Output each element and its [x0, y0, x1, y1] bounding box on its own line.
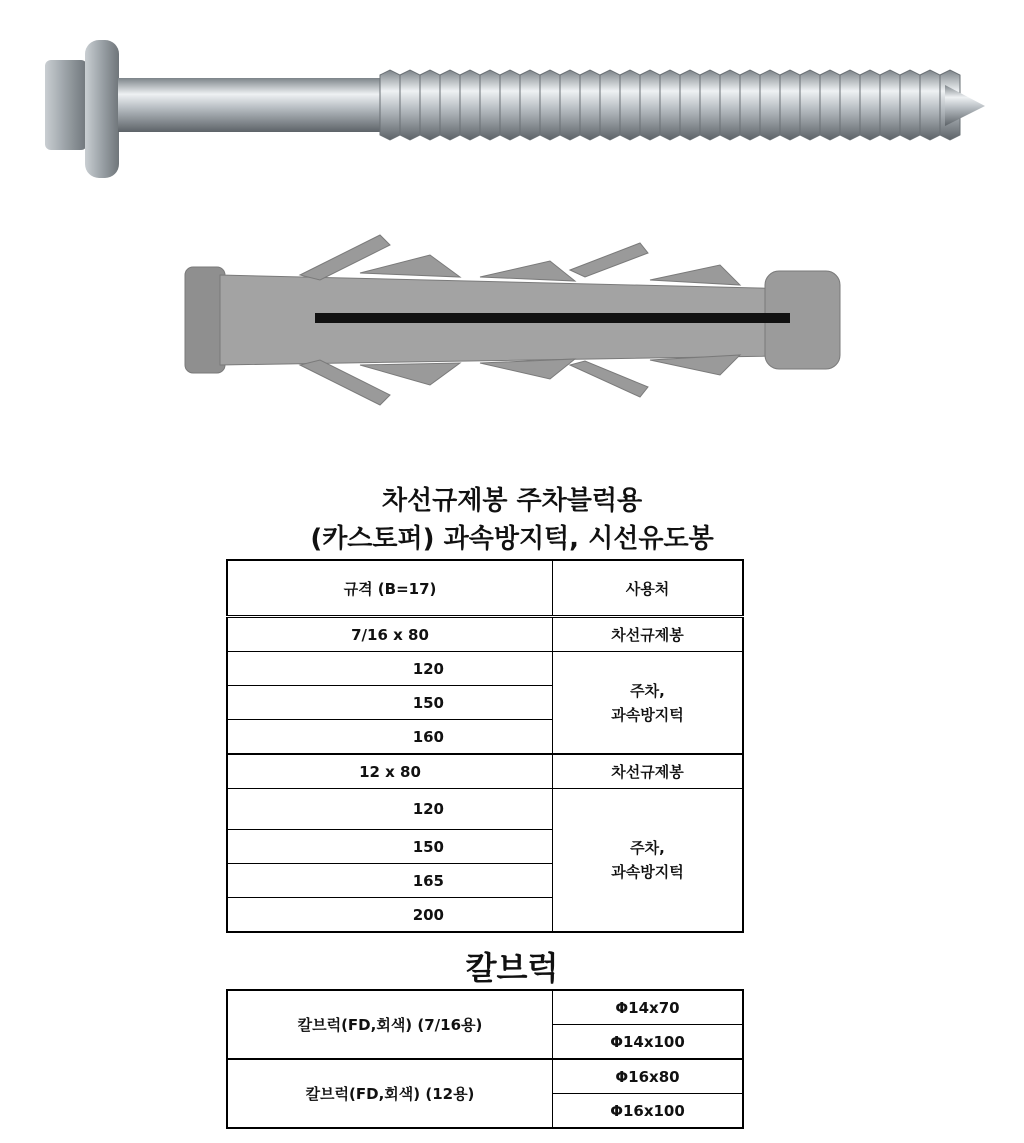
spec-cell: 200	[227, 898, 553, 933]
screw-thread	[600, 70, 620, 140]
screw-thread	[640, 70, 660, 140]
screw-thread	[900, 70, 920, 140]
spec-cell: 12 x 80	[227, 754, 553, 789]
usage-line1: 주차,	[630, 681, 665, 700]
spec-cell: 120	[227, 789, 553, 830]
screw-thread	[660, 70, 680, 140]
screw-thread	[400, 70, 420, 140]
page-title-line1: 차선규제봉 주차블럭용	[381, 486, 643, 516]
screw-thread	[840, 70, 860, 140]
screw-thread	[500, 70, 520, 140]
spec-cell: 150	[227, 686, 553, 720]
dowel-size-cell: Φ16x80	[553, 1059, 744, 1094]
screw-thread	[480, 70, 500, 140]
screw-thread	[420, 70, 440, 140]
spec-cell: 165	[227, 864, 553, 898]
merged-usage-cell	[553, 789, 744, 933]
dowel-name-cell: 칼브럭(FD,회색) (12용)	[227, 1059, 553, 1128]
screw-thread	[440, 70, 460, 140]
anchor-image	[180, 215, 860, 425]
screw-thread	[820, 70, 840, 140]
screw-thread	[860, 70, 880, 140]
dowel-title: 칼브럭	[465, 949, 559, 987]
hex-head-lag-screw-icon	[45, 40, 985, 178]
screw-image	[40, 30, 990, 190]
usage-header: 사용처	[553, 560, 744, 617]
screw-thread	[540, 70, 560, 140]
spec-cell: 160	[227, 720, 553, 755]
usage-line2: 과속방지턱	[611, 705, 684, 724]
dowel-table	[226, 989, 744, 1129]
spec-cell: 150	[227, 830, 553, 864]
screw-thread	[520, 70, 540, 140]
screw-thread	[920, 70, 940, 140]
usage-cell: 차선규제봉	[553, 754, 744, 789]
usage-line1: 주차,	[630, 839, 665, 857]
spec-cell: 120	[227, 652, 553, 686]
screw-thread	[620, 70, 640, 140]
screw-thread	[580, 70, 600, 140]
screw-thread	[780, 70, 800, 140]
usage-cell: 차선규제봉	[553, 617, 744, 652]
dowel-size-cell: Φ16x100	[553, 1094, 744, 1129]
screw-thread	[560, 70, 580, 140]
screw-thread	[740, 70, 760, 140]
spec-table	[226, 559, 744, 933]
dowel-size-cell: Φ14x70	[553, 990, 744, 1025]
screw-thread	[680, 70, 700, 140]
screw-thread	[380, 70, 400, 140]
screw-thread	[800, 70, 820, 140]
usage-line2: 과속방지턱	[611, 863, 684, 881]
dowel-name-cell: 칼브럭(FD,회색) (7/16용)	[227, 990, 553, 1059]
merged-usage-cell	[553, 652, 744, 755]
spec-cell: 7/16 x 80	[227, 617, 553, 652]
page-title-line2: (카스토퍼) 과속방지턱, 시선유도봉	[310, 524, 714, 554]
screw-thread	[460, 70, 480, 140]
screw-thread	[880, 70, 900, 140]
screw-thread	[720, 70, 740, 140]
screw-thread	[760, 70, 780, 140]
dowel-size-cell: Φ14x100	[553, 1025, 744, 1060]
screw-thread	[700, 70, 720, 140]
wall-plug-anchor-icon	[185, 235, 840, 405]
spec-header: 규격 (B=17)	[227, 560, 553, 617]
